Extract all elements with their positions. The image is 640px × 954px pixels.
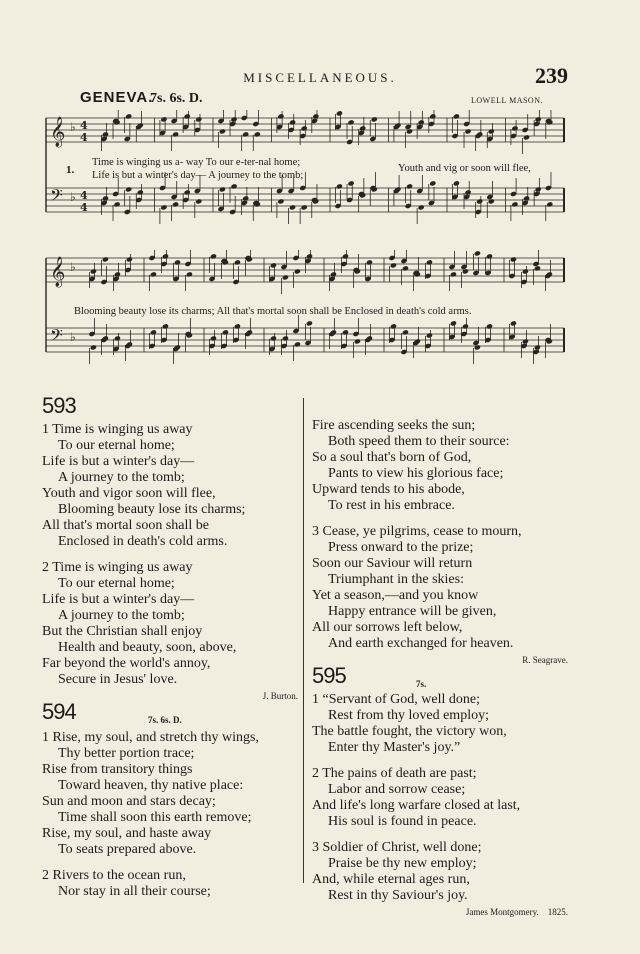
hymn-594-line: Fire ascending seeks the sun; xyxy=(312,418,476,433)
svg-text:4: 4 xyxy=(80,131,88,144)
lyrics-row1-line2: Life is but a winter's day— A journey to the tomb; xyxy=(92,170,304,181)
hymn-593-line: Life is but a winter's day— xyxy=(42,454,195,469)
hymn-594-heading xyxy=(42,699,300,730)
svg-text:4: 4 xyxy=(80,119,88,132)
hymn-number-595: 595 xyxy=(312,663,346,688)
hymn-594-line: All our sorrows left below, xyxy=(312,620,463,635)
hymn-595-line: The battle fought, the victory won, xyxy=(312,724,507,739)
hymn-number-593: 593 xyxy=(42,393,76,418)
running-head: MISCELLANEOUS. xyxy=(243,70,397,85)
svg-text:♭: ♭ xyxy=(70,190,76,204)
hymn-594-line: Soon our Saviour will return xyxy=(312,556,473,571)
tune-meter: 7s. 6s. D. xyxy=(150,91,203,106)
svg-text:𝄢: 𝄢 xyxy=(50,325,63,349)
lyrics-row1-right: Youth and vig or soon will flee, xyxy=(398,163,531,174)
hymn-595-line: And life's long warfare closed at last, xyxy=(312,798,521,813)
hymn-593-line: Life is but a winter's day— xyxy=(42,592,195,607)
hymn-594-line: So a soul that's born of God, xyxy=(312,450,472,465)
svg-text:𝄢: 𝄢 xyxy=(50,185,63,209)
column-divider xyxy=(303,398,304,883)
hymn-593-line: A journey to the tomb; xyxy=(58,608,185,623)
hymn-594-line: Time shall soon this earth remove; xyxy=(58,810,252,825)
page-number: 239 xyxy=(535,63,568,88)
verse-number: 1. xyxy=(66,164,75,176)
hymn-594-line: Upward tends to his abode, xyxy=(312,482,465,497)
hymn-595-meter: 7s. xyxy=(416,679,427,689)
hymn-594-line: Both speed them to their source: xyxy=(328,434,510,449)
lyrics-row1-line1: Time is winging us a- way To our e-ter-nal home; xyxy=(92,157,301,168)
hymn-594-line: Rise, my soul, and haste away xyxy=(42,826,212,841)
hymn-595-attribution xyxy=(312,904,574,918)
hymn-593-line: Youth and vigor soon will flee, xyxy=(42,486,216,501)
left-column xyxy=(42,393,300,900)
hymn-594-line: Yet a season,—and you know xyxy=(312,588,479,603)
hymn-594-line: To seats prepared above. xyxy=(58,842,197,857)
hymn-594-meter: 7s. 6s. D. xyxy=(148,715,182,725)
hymn-595-line: His soul is found in peace. xyxy=(328,814,477,829)
hymn-595-line: Praise be thy new employ; xyxy=(328,856,477,871)
hymn-593-line: Enclosed in death's cold arms. xyxy=(58,534,228,549)
hymn-593-line: Secure in Jesus' love. xyxy=(58,672,178,687)
hymn-594-line: Triumphant in the skies: xyxy=(328,572,464,587)
hymn-593-line: 2 Time is winging us away xyxy=(42,560,193,575)
hymn-595-line: Enter thy Master's joy.” xyxy=(328,740,461,755)
svg-text:♭: ♭ xyxy=(70,120,76,134)
hymn-594-line: Nor stay in all their course; xyxy=(58,884,211,899)
hymn-595-line: Rest in thy Saviour's joy. xyxy=(328,888,468,903)
hymn-595-line: Rest from thy loved employ; xyxy=(328,708,489,723)
hymn-594-line: 3 Cease, ye pilgrims, cease to mourn, xyxy=(312,524,522,539)
hymn-593-author: J. Burton. xyxy=(262,691,298,701)
hymn-593-line: All that's mortal soon shall be xyxy=(42,518,210,533)
hymn-594-line: 1 Rise, my soul, and stretch thy wings, xyxy=(42,730,259,745)
hymn-593-line: To our eternal home; xyxy=(58,576,175,591)
hymn-593-line: Far beyond the world's annoy, xyxy=(42,656,211,671)
svg-text:𝄞: 𝄞 xyxy=(50,117,66,147)
composer: LOWELL MASON. xyxy=(471,96,543,105)
hymn-595-line: 2 The pains of death are past; xyxy=(312,766,477,781)
hymn-number-594: 594 xyxy=(42,699,76,724)
hymn-593-line: To our eternal home; xyxy=(58,438,175,453)
tune-name: GENEVA. xyxy=(80,89,154,106)
svg-text:4: 4 xyxy=(80,189,88,202)
hymn-594-line: Press onward to the prize; xyxy=(328,540,474,555)
hymn-593-line: Blooming beauty lose its charms; xyxy=(58,502,246,517)
hymn-595-author: James Montgomery. xyxy=(465,907,539,917)
hymn-594-author: R. Seagrave. xyxy=(522,655,568,665)
hymn-595-line: 1 “Servant of God, well done; xyxy=(312,692,480,707)
svg-text:♭: ♭ xyxy=(70,260,76,274)
svg-text:♭: ♭ xyxy=(70,330,76,344)
hymn-595-heading xyxy=(312,663,574,692)
hymn-594-line: Thy better portion trace; xyxy=(58,746,195,761)
hymn-593-line: Health and beauty, soon, above, xyxy=(58,640,237,655)
hymn-594-line: And earth exchanged for heaven. xyxy=(328,636,514,651)
svg-text:4: 4 xyxy=(80,201,88,214)
hymn-594-line: Pants to view his glorious face; xyxy=(328,466,504,481)
hymn-595-year: 1825. xyxy=(547,907,568,917)
svg-text:𝄞: 𝄞 xyxy=(50,257,66,287)
right-column xyxy=(312,418,574,918)
hymn-595-line: And, while eternal ages run, xyxy=(312,872,470,887)
hymn-593-line: A journey to the tomb; xyxy=(58,470,185,485)
hymn-594-line: Happy entrance will be given, xyxy=(328,604,497,619)
lyrics-row2: Blooming beauty lose its charms; All that's mortal soon shall be Enclosed in death's cold arms. xyxy=(74,306,472,317)
hymn-593-line: 1 Time is winging us away xyxy=(42,422,193,437)
hymn-595-line: 3 Soldier of Christ, well done; xyxy=(312,840,482,855)
hymn-594-line: Toward heaven, thy native place: xyxy=(58,778,244,793)
hymn-594-line: Sun and moon and stars decay; xyxy=(42,794,216,809)
hymn-593-line: But the Christian shall enjoy xyxy=(42,624,203,639)
hymn-594-line: To rest in his embrace. xyxy=(328,498,455,513)
hymn-594-line: Rise from transitory things xyxy=(42,762,193,777)
hymn-594-line: 2 Rivers to the ocean run, xyxy=(42,868,186,883)
hymn-595-line: Labor and sorrow cease; xyxy=(328,782,466,797)
